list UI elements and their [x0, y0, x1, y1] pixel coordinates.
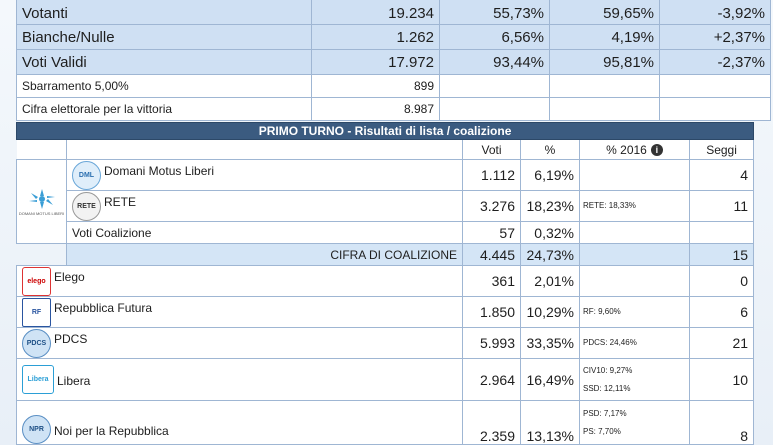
list-pct2016: PDCS: 24,46% [580, 328, 690, 359]
results-title: PRIMO TURNO - Risultati di lista / coalizione [17, 123, 754, 140]
list-pct: 13,13% [521, 401, 580, 445]
summary-value: 19.234 [312, 0, 440, 25]
coalition-logo: DOMANI MOTUS LIBERI [21, 181, 63, 223]
list-name: Noi per la Repubblica [54, 424, 169, 438]
list-voti: 361 [463, 266, 521, 297]
list-row [17, 160, 754, 191]
summary-table [16, 0, 771, 121]
coalition-logo-icon [25, 187, 59, 211]
list-pct: 18,23% [521, 191, 580, 222]
summary-pct-previous: 59,65% [550, 0, 660, 25]
coalition-total-voti: 4.445 [463, 244, 521, 266]
list-seggi: 8 [690, 401, 754, 445]
results-table [16, 122, 754, 445]
list-row [17, 359, 754, 401]
coalition-total-pct: 24,73% [521, 244, 580, 266]
elego-logo: elego [22, 267, 51, 296]
list-voti: 1.112 [463, 160, 521, 191]
list-pct2016 [580, 266, 690, 297]
coalition-votes-label: Voti Coalizione [67, 222, 463, 244]
list-pct2016: PSD: 7,17% PS: 7,70% [580, 401, 690, 445]
summary-pct-previous: 95,81% [550, 50, 660, 75]
list-row [17, 191, 754, 222]
results-header [17, 123, 754, 140]
repubblica-futura-logo: RF [22, 298, 51, 327]
summary-label: Sbarramento 5,00% [17, 75, 312, 98]
summary-value: 1.262 [312, 25, 440, 50]
summary-label: Voti Validi [17, 50, 312, 75]
list-name: Elego [54, 269, 85, 284]
list-row [17, 266, 754, 297]
list-pct: 6,19% [521, 160, 580, 191]
list-name-cell [17, 359, 463, 401]
rete-logo: RETE [72, 192, 101, 221]
list-seggi: 4 [690, 160, 754, 191]
coalition-votes-row [17, 222, 754, 244]
summary-value: 17.972 [312, 50, 440, 75]
list-pct2016: RF: 9,60% [580, 297, 690, 328]
summary-pct: 6,56% [440, 25, 550, 50]
summary-diff: -3,92% [660, 0, 771, 25]
summary-pct-previous: 4,19% [550, 25, 660, 50]
list-name-cell [17, 297, 463, 328]
list-row [17, 328, 754, 359]
coalition-logo-cell [17, 160, 67, 244]
summary-row [17, 0, 771, 25]
list-row [17, 297, 754, 328]
list-pct2016 [580, 160, 690, 191]
list-voti: 2.964 [463, 359, 521, 401]
list-voti: 1.850 [463, 297, 521, 328]
list-seggi: 11 [690, 191, 754, 222]
coalition-votes-pct: 0,32% [521, 222, 580, 244]
list-seggi: 10 [690, 359, 754, 401]
pdcs-logo: PDCS [22, 329, 51, 358]
summary-pct: 93,44% [440, 50, 550, 75]
list-pct: 2,01% [521, 266, 580, 297]
list-seggi: 21 [690, 328, 754, 359]
list-name-cell [17, 401, 463, 445]
list-name-cell [17, 328, 463, 359]
column-headers [17, 140, 754, 160]
list-pct: 33,35% [521, 328, 580, 359]
list-voti: 3.276 [463, 191, 521, 222]
list-voti: 5.993 [463, 328, 521, 359]
summary-row [17, 25, 771, 50]
list-seggi: 6 [690, 297, 754, 328]
coalition-total-label: CIFRA DI COALIZIONE [67, 244, 463, 266]
domani-motus-liberi-logo: DML [72, 161, 101, 190]
list-voti: 2.359 [463, 401, 521, 445]
summary-label: Bianche/Nulle [17, 25, 312, 50]
list-pct: 10,29% [521, 297, 580, 328]
list-pct2016: CIV10: 9,27% SSD: 12,11% [580, 359, 690, 401]
col-voti: Voti [463, 140, 521, 160]
col-seggi: Seggi [690, 140, 754, 160]
libera-logo: Libera [22, 365, 54, 394]
list-row [17, 401, 754, 445]
list-name: PDCS [54, 331, 88, 346]
list-name-cell [67, 160, 463, 191]
list-pct2016: RETE: 18,33% [580, 191, 690, 222]
col-pct2016: % 2016 i [580, 140, 690, 160]
list-name: Repubblica Futura [54, 300, 153, 315]
summary-label: Votanti [17, 0, 312, 25]
col-pct: % [521, 140, 580, 160]
info-icon[interactable]: i [651, 144, 663, 156]
list-name-cell [67, 191, 463, 222]
coalition-total-seggi: 15 [690, 244, 754, 266]
summary-diff: -2,37% [660, 50, 771, 75]
coalition-votes: 57 [463, 222, 521, 244]
summary-value: 8.987 [312, 98, 440, 121]
list-seggi: 0 [690, 266, 754, 297]
noi-per-la-repubblica-logo: NPR [22, 415, 51, 444]
summary-row [17, 75, 771, 98]
summary-diff: +2,37% [660, 25, 771, 50]
list-pct: 16,49% [521, 359, 580, 401]
coalition-total-row [17, 244, 754, 266]
list-name-cell [17, 266, 463, 297]
summary-label: Cifra elettorale per la vittoria [17, 98, 312, 121]
summary-pct: 55,73% [440, 0, 550, 25]
summary-value: 899 [312, 75, 440, 98]
list-name: Libera [57, 374, 91, 388]
summary-row [17, 98, 771, 121]
summary-row [17, 50, 771, 75]
list-name: RETE [104, 194, 137, 209]
list-name: Domani Motus Liberi [104, 163, 215, 178]
